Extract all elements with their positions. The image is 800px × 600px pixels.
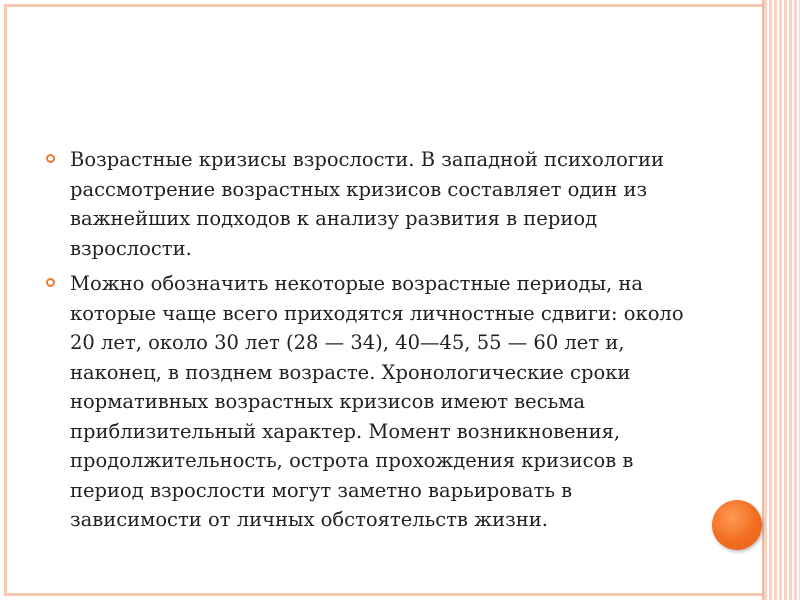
- bullet-text: Можно обозначить некоторые возрастные периоды, на которые чаще всего приходятся личностные сдвиги: около 20 лет, около 30 лет (28 — 34), 40—45, 55 — 60 лет и, наконец, в позднем возрасте. Хронологические сроки нормативных возрастных кризисов имеют весьма приблизительный характер. Момент возникновения, продолжительность, острота прохождения кризисов в период взрослости могут заметно варьировать в зависимости от личных обстоятельств жизни.: [70, 272, 684, 531]
- slide-content: [46, 145, 706, 541]
- slide-frame-top: [4, 4, 764, 7]
- bullet-item: [46, 145, 706, 263]
- decorative-stripe-edge: [762, 0, 764, 600]
- bullet-text: Возрастные кризисы взрослости. В западной психологии рассмотрение возрастных кризисов составляет один из важнейших подходов к анализу развития в период взрослости.: [70, 148, 665, 260]
- decorative-orange-circle: [712, 500, 762, 550]
- slide-frame-bottom: [4, 593, 764, 596]
- bullet-dot-icon: [46, 278, 55, 287]
- slide-frame-left: [4, 4, 7, 596]
- bullet-item: [46, 269, 706, 535]
- bullet-dot-icon: [46, 154, 55, 163]
- decorative-stripe-band: [764, 0, 800, 600]
